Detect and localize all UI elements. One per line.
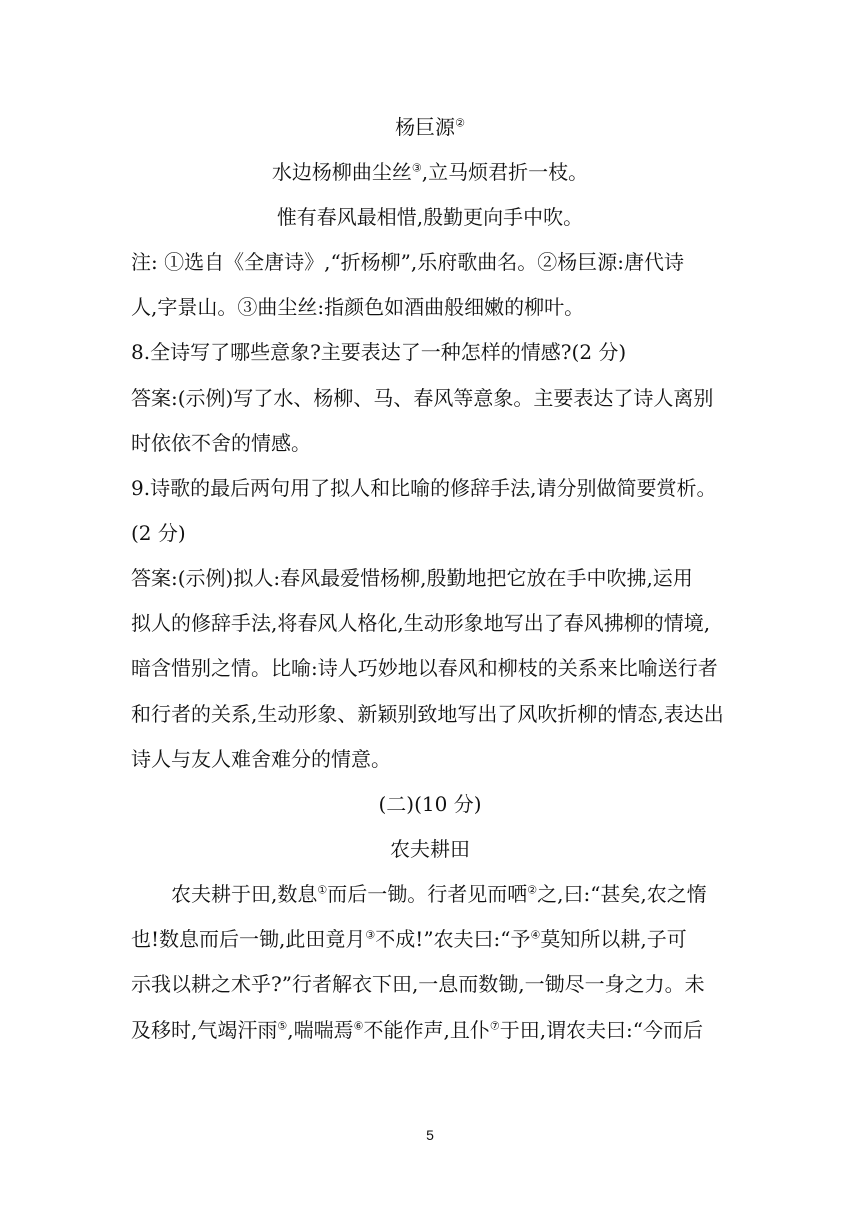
notes-line-1: 注: ①选自《全唐诗》,“折杨柳”,乐府歌曲名。②杨巨源:唐代诗 <box>131 250 684 274</box>
answer-9-line-2: 拟人的修辞手法,将春风人格化,生动形象地写出了春风拂柳的情境, <box>131 611 711 635</box>
note-marker: ① <box>317 883 328 897</box>
note-marker: ④ <box>530 928 541 942</box>
answer-9-line-3: 暗含惜别之情。比喻:诗人巧妙地以春风和柳枝的关系来比喻送行者 <box>131 656 718 680</box>
passage-title: 农夫耕田 <box>390 837 470 861</box>
answer-9-line-1: 答案:(示例)拟人:春风最爱惜杨柳,殷勤地把它放在手中吹拂,运用 <box>131 566 693 590</box>
answer-8-line-2: 时依依不舍的情感。 <box>131 431 311 455</box>
question-9-line-1: 9.诗歌的最后两句用了拟人和比喻的修辞手法,请分别做简要赏析。 <box>131 476 717 500</box>
passage-line-4: 及移时,气竭汗雨⑤,喘喘焉⑥不能作声,且仆⑦于田,谓农夫曰:“今而后 <box>131 1018 704 1042</box>
section-heading: (二)(10 分) <box>378 792 482 816</box>
question-9-line-2: (2 分) <box>131 521 186 545</box>
answer-9-line-4: 和行者的关系,生动形象、新颖别致地写出了风吹折柳的情态,表达出 <box>131 702 724 726</box>
note-marker: ⑦ <box>489 1019 500 1033</box>
answer-9-line-5: 诗人与友人难舍难分的情意。 <box>131 747 391 771</box>
page-number: 5 <box>426 1127 434 1143</box>
poem-line-1: 水边杨柳曲尘丝③,立马烦君折一枝。 <box>271 160 589 184</box>
poem-line-2: 惟有春风最相惜,殷勤更向手中吹。 <box>276 205 584 229</box>
note-marker: ② <box>455 116 465 130</box>
note-marker: ⑤ <box>277 1019 288 1033</box>
note-marker: ③ <box>365 928 376 942</box>
poem-author: 杨巨源② <box>395 115 465 139</box>
passage-line-1: 农夫耕于田,数息①而后一锄。行者见而哂②之,曰:“甚矣,农之惰 <box>171 882 707 906</box>
note-marker: ③ <box>411 161 422 175</box>
note-marker: ⑥ <box>353 1019 364 1033</box>
question-8: 8.全诗写了哪些意象?主要表达了一种怎样的情感?(2 分) <box>131 340 627 364</box>
passage-line-2: 也!数息而后一锄,此田竟月③不成!”农夫曰:“予④莫知所以耕,子可 <box>131 927 687 951</box>
notes-line-2: 人,字景山。③曲尘丝:指颜色如酒曲般细嫩的柳叶。 <box>131 295 585 319</box>
note-marker: ② <box>527 883 538 897</box>
passage-line-3: 示我以耕之术乎?”行者解衣下田,一息而数锄,一锄尽一身之力。未 <box>131 972 705 996</box>
answer-8-line-1: 答案:(示例)写了水、杨柳、马、春风等意象。主要表达了诗人离别 <box>131 386 714 410</box>
